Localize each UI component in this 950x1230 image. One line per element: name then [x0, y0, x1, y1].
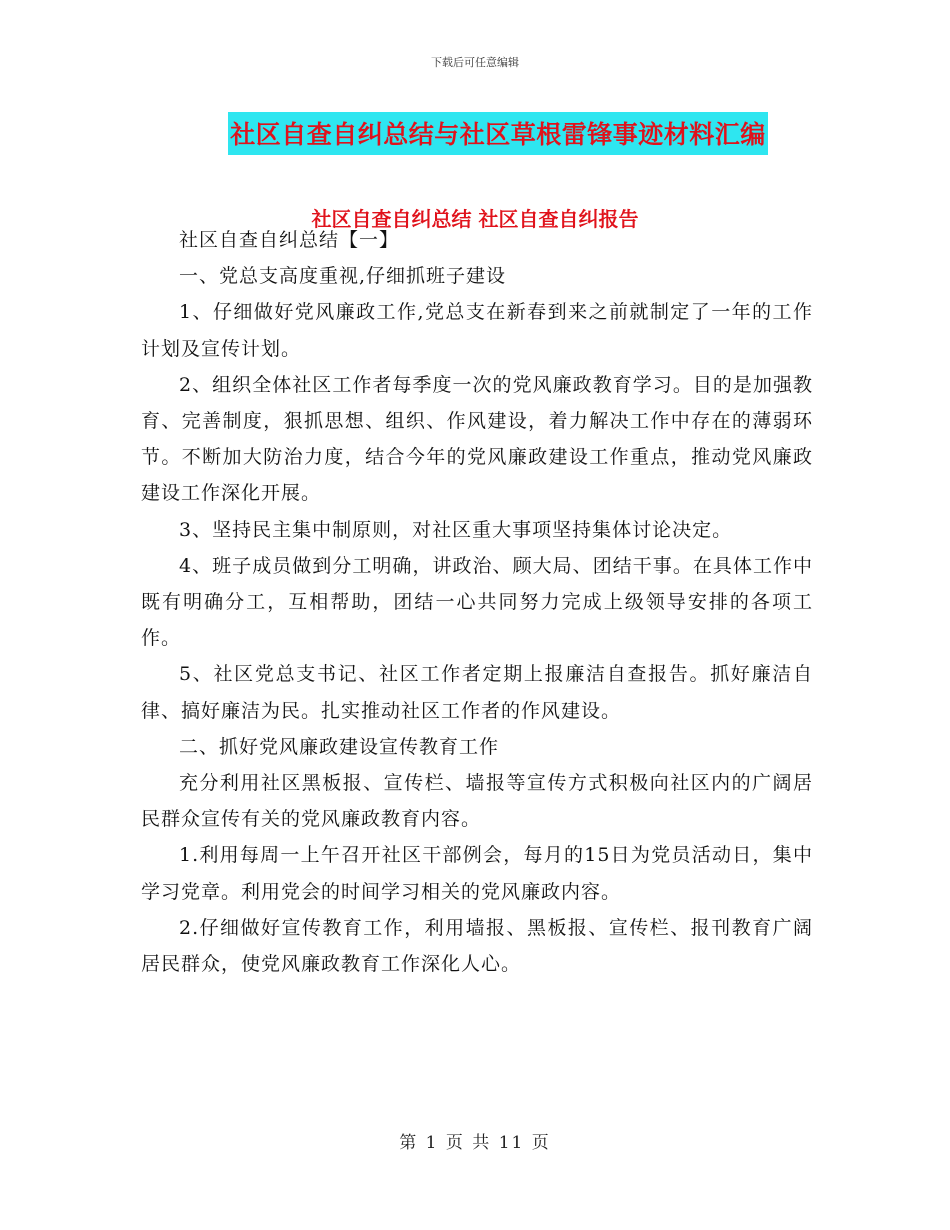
paragraph: 2.仔细做好宣传教育工作，利用墙报、黑板报、宣传栏、报刊教育广阔居民群众，使党风廉政教育工作深化人心。 — [141, 916, 813, 976]
page-number: 第 1 页 共 11 页 — [399, 1133, 551, 1153]
main-title-container — [0, 112, 950, 155]
subsection-heading: 二、抓好党风廉政建设宣传教育工作 — [179, 735, 500, 758]
paragraph: 2、组织全体社区工作者每季度一次的党风廉政教育学习。目的是加强教育、完善制度，狠抓思想、组织、作风建设，着力解决工作中存在的薄弱环节。不断加大防治力度，结合今年的党风廉政建设工作重点，推动党风廉政建设工作深化开展。 — [141, 373, 813, 505]
paragraph: 1.利用每周一上午召开社区干部例会，每月的15日为党员活动日，集中学习党章。利用党会的时间学习相关的党风廉政内容。 — [141, 844, 813, 903]
paragraph: 4、班子成员做到分工明确，讲政治、顾大局、团结干事。在具体工作中既有明确分工，互相帮助，团结一心共同努力完成上级领导安排的各项工作。 — [141, 554, 813, 650]
document-body — [141, 222, 813, 982]
page-header-note: 下载后可任意编辑 — [431, 56, 519, 69]
paragraph: 3、坚持民主集中制原则，对社区重大事项坚持集体讨论决定。 — [179, 518, 733, 541]
subsection-heading: 一、党总支高度重视,仔细抓班子建设 — [179, 265, 507, 288]
paragraph: 1、仔细做好党风廉政工作,党总支在新春到来之前就制定了一年的工作计划及宣传计划。 — [141, 301, 813, 360]
paragraph: 充分利用社区黑板报、宣传栏、墙报等宣传方式积极向社区内的广阔居民群众宣传有关的党风廉政教育内容。 — [141, 772, 813, 831]
sub-title: 社区自查自纠总结 社区自查自纠报告 — [311, 207, 639, 231]
main-title: 社区自查自纠总结与社区草根雷锋事迹材料汇编 — [228, 112, 768, 155]
paragraph: 5、社区党总支书记、社区工作者定期上报廉洁自查报告。抓好廉洁自律、搞好廉洁为民。扎实推动社区工作者的作风建设。 — [141, 663, 813, 722]
section-heading: 社区自查自纠总结【一】 — [179, 229, 400, 251]
